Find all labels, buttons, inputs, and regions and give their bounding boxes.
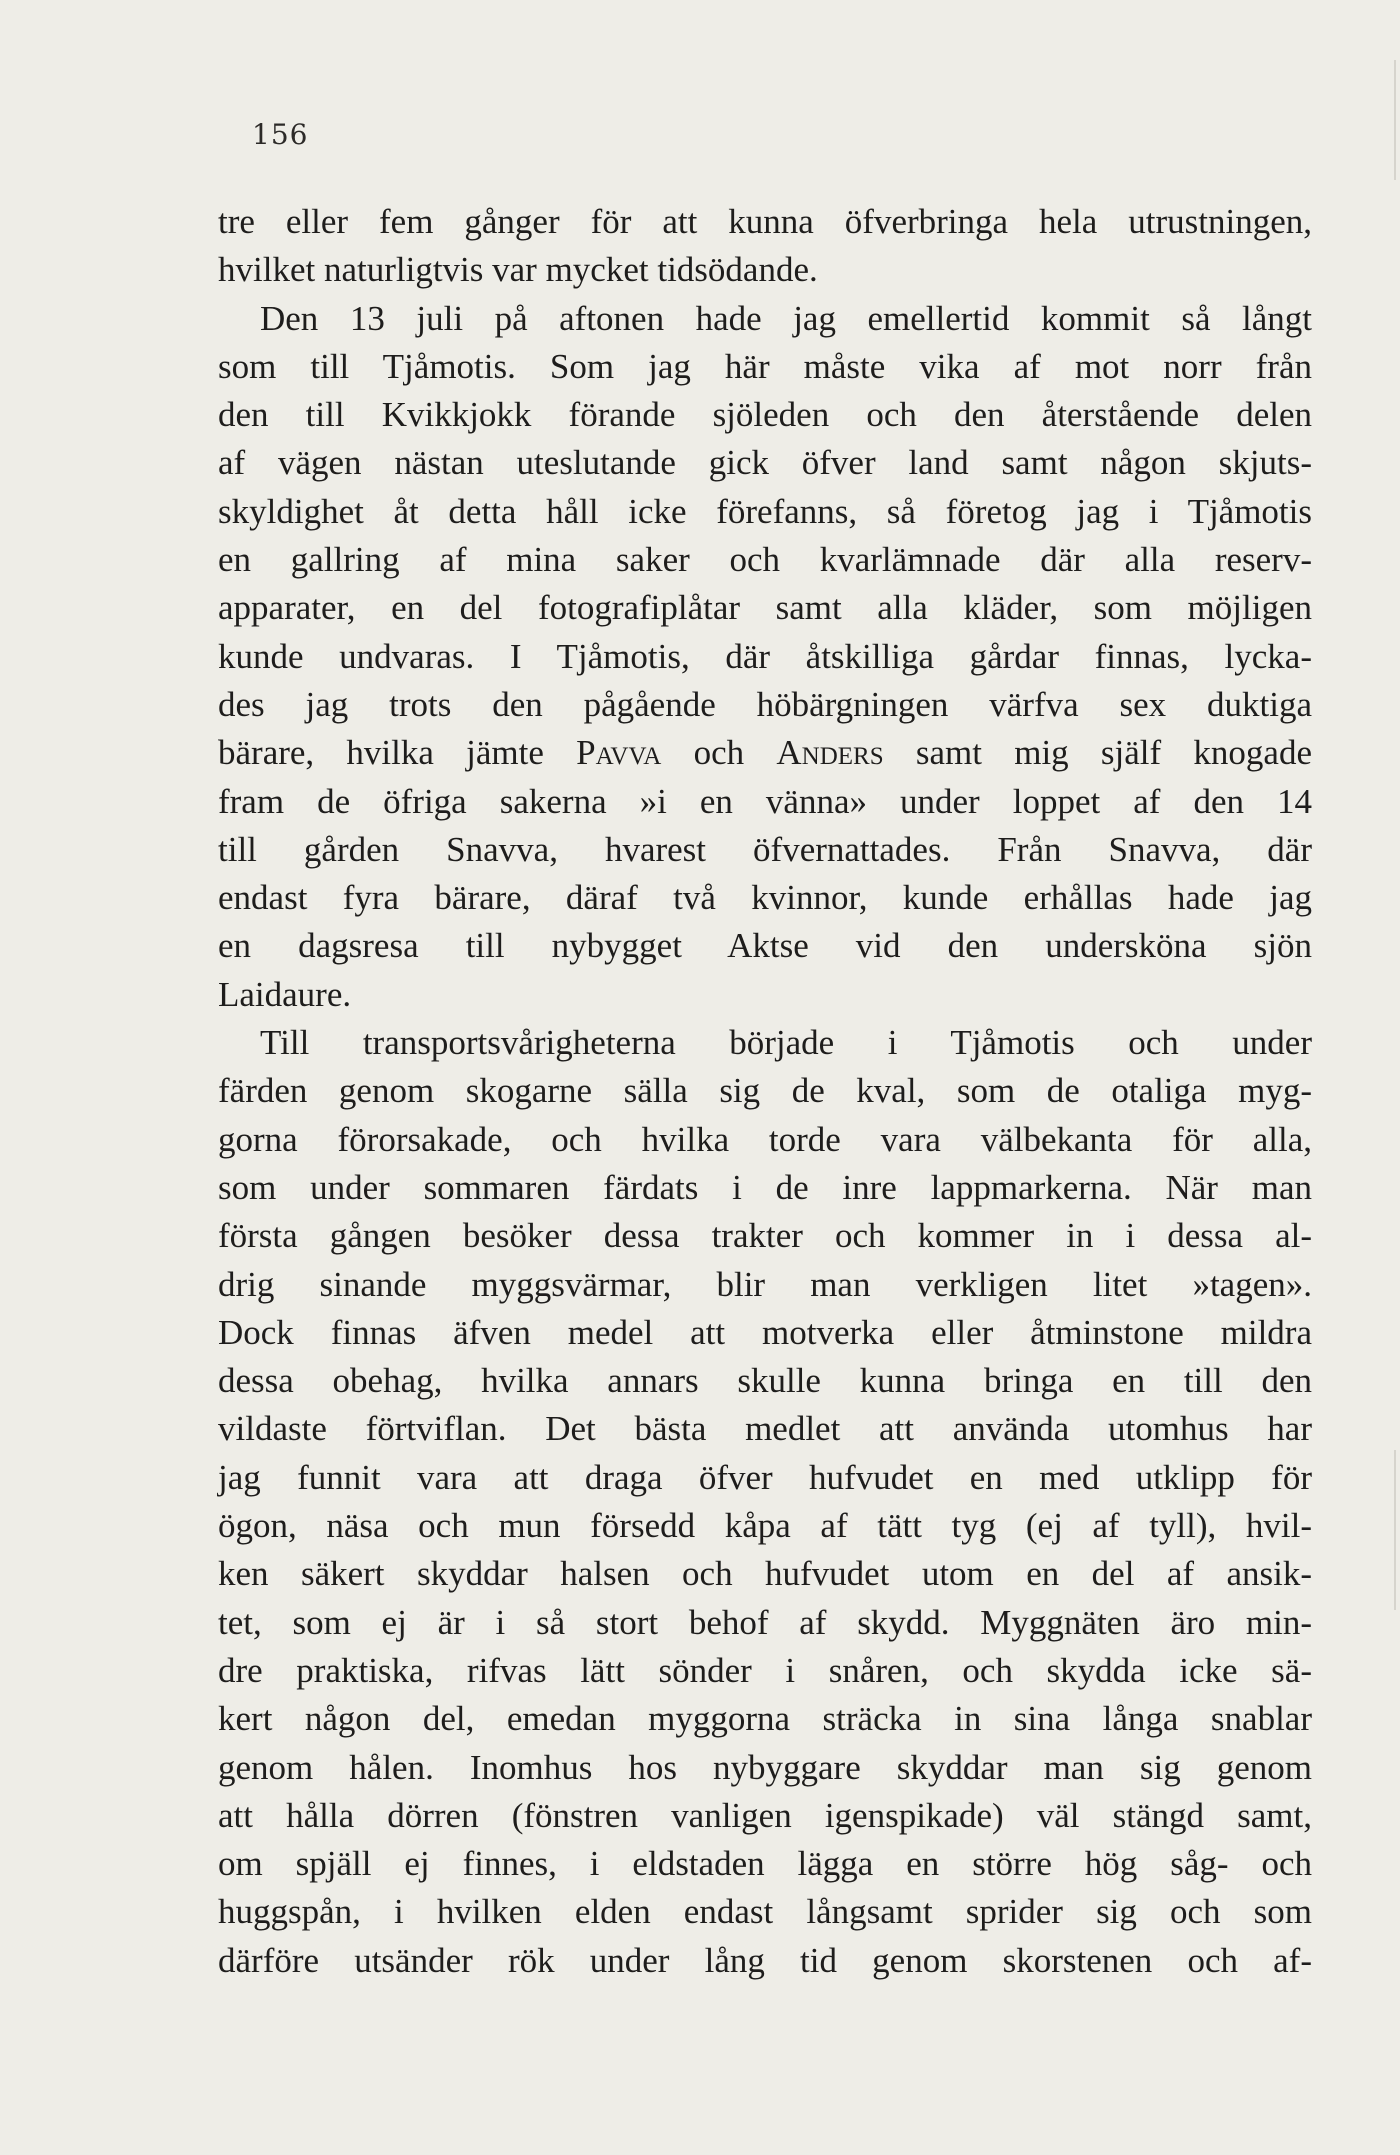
text-line: tet, som ej är i så stort behof af skydd. Myggnäten äro min- bbox=[218, 1602, 1312, 1642]
text-line: endast fyra bärare, däraf två kvinnor, kunde erhållas hade jag bbox=[218, 878, 1312, 918]
text-line bbox=[218, 729, 1312, 777]
body-text bbox=[218, 198, 1312, 1985]
text-segment: bärare, hvilka jämte bbox=[218, 733, 577, 773]
text-line: Den 13 juli på aftonen hade jag emellertid kommit så långt bbox=[260, 298, 1312, 338]
text-line: af vägen nästan uteslutande gick öfver land samt någon skjuts- bbox=[218, 443, 1312, 483]
text-line: drig sinande myggsvärmar, blir man verkligen litet »tagen». bbox=[218, 1264, 1312, 1304]
text-segment: och bbox=[661, 733, 777, 773]
text-line: ögon, näsa och mun försedd kåpa af tätt tyg (ej af tyll), hvil- bbox=[218, 1506, 1312, 1546]
text-line: kunde undvaras. I Tjåmotis, där åtskilliga gårdar finnas, lycka- bbox=[218, 636, 1312, 676]
text-line: Dock finnas äfven medel att motverka eller åtminstone mildra bbox=[218, 1312, 1312, 1352]
text-line: vildaste förtviflan. Det bästa medlet att använda utomhus har bbox=[218, 1409, 1312, 1449]
page-edge bbox=[1394, 60, 1396, 180]
text-line: huggspån, i hvilken elden endast långsamt sprider sig och som bbox=[218, 1892, 1312, 1932]
text-line: att hålla dörren (fönstren vanligen igenspikade) väl stängd samt, bbox=[218, 1795, 1312, 1835]
text-line: tre eller fem gånger för att kunna öfverbringa hela utrustningen, bbox=[218, 202, 1312, 241]
page-number: 156 bbox=[252, 118, 309, 151]
text-line: den till Kvikkjokk förande sjöleden och den återstående delen bbox=[218, 395, 1312, 435]
text-line: hvilket naturligtvis var mycket tidsödande. bbox=[218, 250, 818, 290]
text-line: om spjäll ej finnes, i eldstaden lägga en större hög såg- och bbox=[218, 1844, 1312, 1884]
text-line: en gallring af mina saker och kvarlämnade där alla reserv- bbox=[218, 540, 1312, 580]
text-line: Laidaure. bbox=[218, 974, 352, 1014]
text-segment: samt mig själf knogade bbox=[883, 733, 1312, 773]
text-line: ken säkert skyddar halsen och hufvudet utom en del af ansik- bbox=[218, 1554, 1312, 1594]
text-line: färden genom skogarne sälla sig de kval, som de otaliga myg- bbox=[218, 1071, 1312, 1111]
text-line: därföre utsänder rök under lång tid genom skorstenen och af- bbox=[218, 1940, 1312, 1980]
text-line: jag funnit vara att draga öfver hufvudet en med utklipp för bbox=[218, 1457, 1312, 1497]
text-line: apparater, en del fotografiplåtar samt alla kläder, som möjligen bbox=[218, 588, 1312, 628]
text-line: skyldighet åt detta håll icke förefanns, så företog jag i Tjåmotis bbox=[218, 491, 1312, 531]
text-line: fram de öfriga sakerna »i en vänna» under loppet af den 14 bbox=[218, 781, 1312, 821]
text-line: kert någon del, emedan myggorna sträcka in sina långa snablar bbox=[218, 1699, 1312, 1739]
text-line: des jag trots den pågående höbärgningen värfva sex duktiga bbox=[218, 684, 1312, 724]
text-line: som under sommaren färdats i de inre lappmarkerna. När man bbox=[218, 1167, 1312, 1207]
text-line: till gården Snavva, hvarest öfvernattades. Från Snavva, där bbox=[218, 829, 1312, 869]
text-line: genom hålen. Inomhus hos nybyggare skyddar man sig genom bbox=[218, 1747, 1312, 1787]
text-line: dre praktiska, rifvas lätt sönder i snåren, och skydda icke sä- bbox=[218, 1650, 1312, 1690]
text-line: dessa obehag, hvilka annars skulle kunna bringa en till den bbox=[218, 1361, 1312, 1401]
text-line: som till Tjåmotis. Som jag här måste vika af mot norr från bbox=[218, 346, 1312, 386]
name-small-caps: Pavva bbox=[576, 733, 662, 773]
text-line: en dagsresa till nybygget Aktse vid den undersköna sjön bbox=[218, 926, 1312, 966]
page-edge bbox=[1394, 1450, 1396, 1610]
text-line: gorna förorsakade, och hvilka torde vara välbekanta för alla, bbox=[218, 1119, 1312, 1159]
text-line: Till transportsvårigheterna började i Tjåmotis och under bbox=[260, 1023, 1312, 1063]
text-line: första gången besöker dessa trakter och kommer in i dessa al- bbox=[218, 1216, 1312, 1256]
name-small-caps: Anders bbox=[776, 733, 884, 773]
